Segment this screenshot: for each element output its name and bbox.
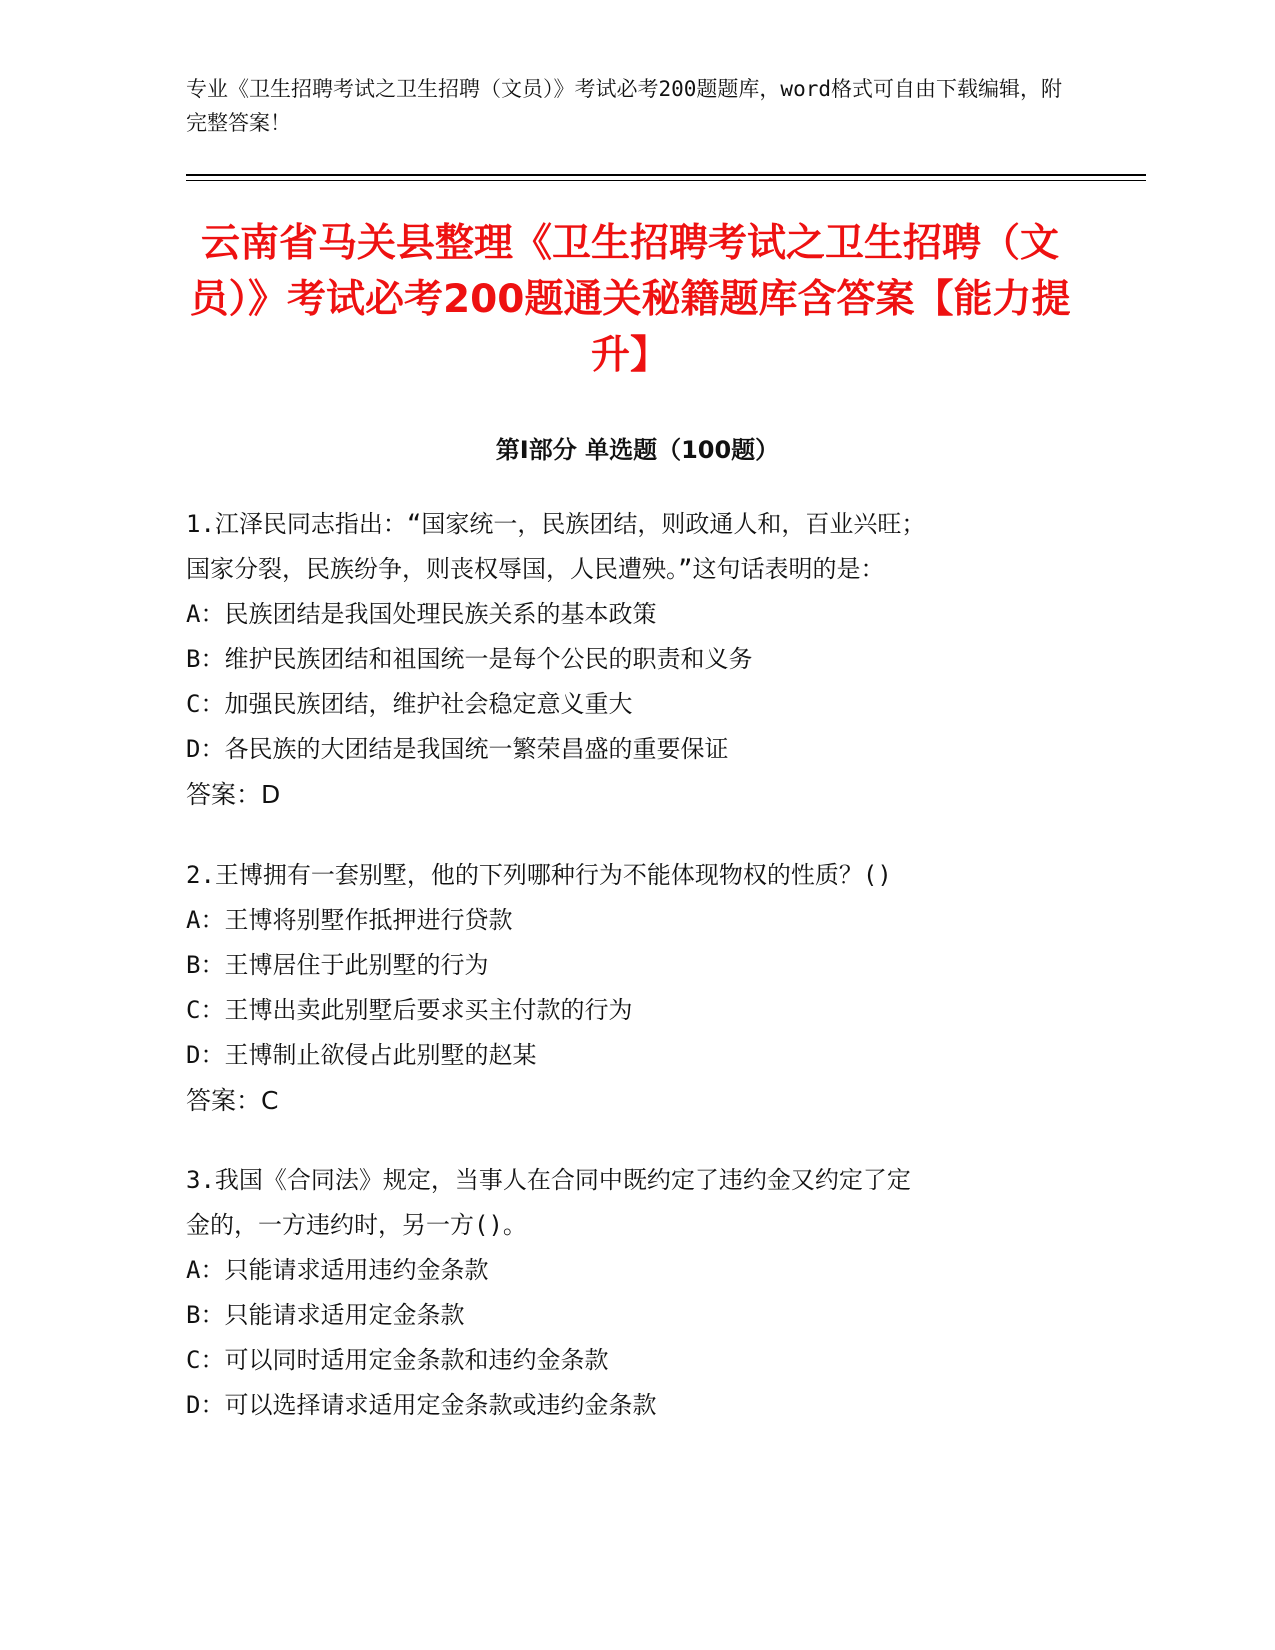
question-stem-line: 国家分裂，民族纷争，则丧权辱国，人民遭殃。”这句话表明的是：	[186, 555, 885, 583]
section-heading: 第Ⅰ部分 单选题（100题）	[495, 436, 780, 464]
header-note: 专业《卫生招聘考试之卫生招聘（文员）》考试必考200题题库，word格式可自由下载编辑，附完整答案！	[186, 77, 1062, 135]
option-a: A：民族团结是我国处理民族关系的基本政策	[186, 600, 657, 628]
option-d: D：王博制止欲侵占此别墅的赵某	[186, 1041, 537, 1069]
option-b: B：王博居住于此别墅的行为	[186, 951, 489, 979]
question-3	[186, 1158, 1066, 1428]
option-b: B：只能请求适用定金条款	[186, 1301, 465, 1329]
option-c: C：加强民族团结，维护社会稳定意义重大	[186, 690, 633, 718]
question-1	[186, 502, 1066, 817]
answer-line: 答案：C	[186, 1086, 279, 1115]
option-d: D：可以选择请求适用定金条款或违约金条款	[186, 1391, 657, 1419]
question-stem-line: 2.王博拥有一套别墅，他的下列哪种行为不能体现物权的性质？()	[186, 861, 892, 889]
option-c: C：可以同时适用定金条款和违约金条款	[186, 1346, 609, 1374]
option-d: D：各民族的大团结是我国统一繁荣昌盛的重要保证	[186, 735, 729, 763]
question-2	[186, 853, 1066, 1123]
document-title: 云南省马关县整理《卫生招聘考试之卫生招聘（文员）》考试必考200题通关秘籍题库含答案【能力提升】	[189, 221, 1071, 378]
option-c: C：王博出卖此别墅后要求买主付款的行为	[186, 996, 633, 1024]
option-a: A：只能请求适用违约金条款	[186, 1256, 489, 1284]
question-stem-line: 3.我国《合同法》规定，当事人在合同中既约定了违约金又约定了定	[186, 1166, 911, 1194]
header-rule-thin	[186, 180, 1146, 181]
answer-line: 答案：D	[186, 780, 281, 809]
question-stem-line: 金的，一方违约时，另一方()。	[186, 1211, 527, 1239]
option-b: B：维护民族团结和祖国统一是每个公民的职责和义务	[186, 645, 753, 673]
question-stem-line: 1.江泽民同志指出：“国家统一，民族团结，则政通人和，百业兴旺；	[186, 510, 926, 538]
option-a: A：王博将别墅作抵押进行贷款	[186, 906, 513, 934]
header-rule-thick	[186, 174, 1146, 176]
